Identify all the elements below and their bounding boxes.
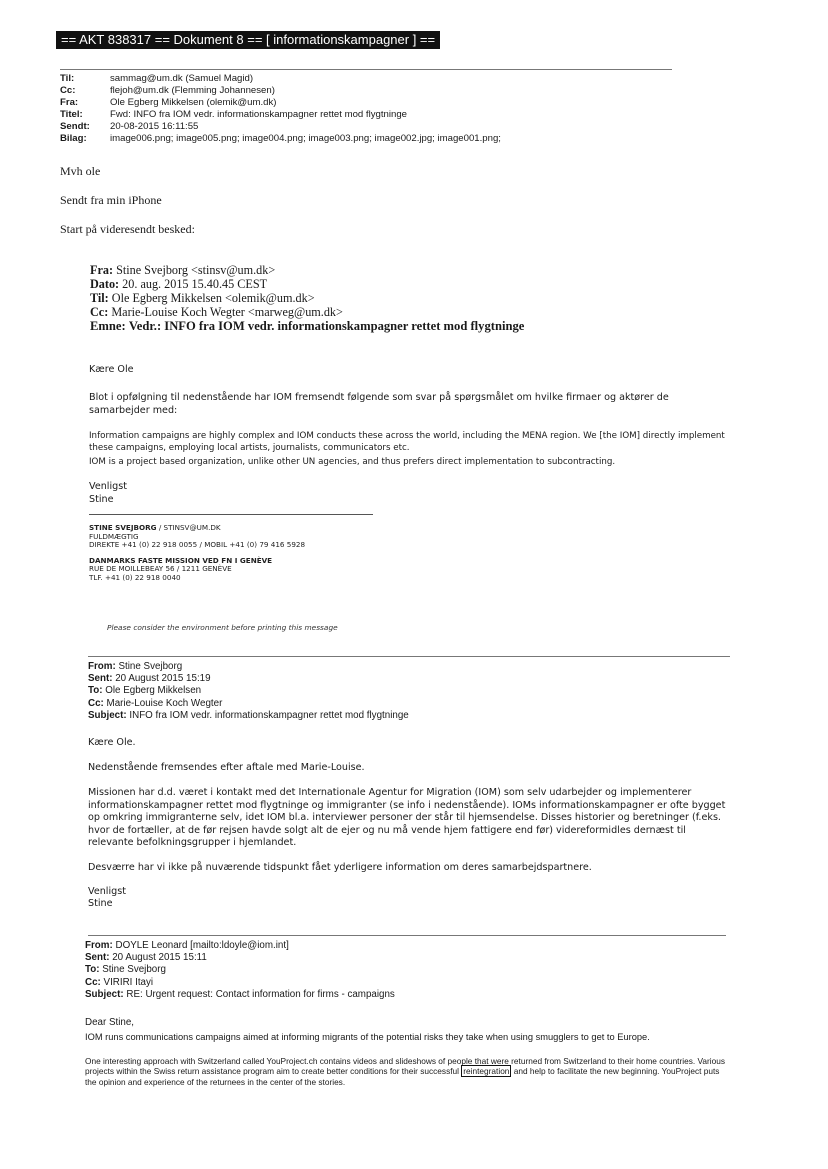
- mail3-header: [88, 661, 409, 722]
- fwd-subject-row: [90, 319, 524, 333]
- fwd-subject-value: Vedr.: INFO fra IOM vedr. informationskampagner rettet mod flygtninge: [128, 319, 525, 333]
- m4-subject-value: RE: Urgent request: Contact information for firms - campaigns: [126, 988, 395, 1000]
- email-header: [60, 73, 501, 145]
- environment-note: Please consider the environment before printing this message: [107, 623, 338, 632]
- m3-subject-label: Subject:: [88, 709, 127, 721]
- fwd-subject-label: Emne:: [90, 319, 126, 333]
- sig-address: RUE DE MOILLEBEAY 56 / 1211 GENÈVE: [89, 564, 232, 574]
- m3-cc-label: Cc:: [88, 697, 104, 709]
- mail4-paragraph-1: IOM runs communications campaigns aimed at informing migrants of the potential risks they take when using smugglers to get to Europe.: [85, 1032, 650, 1042]
- mail3-paragraph-2: Missionen har d.d. været i kontakt med det Internationale Agentur for Migration (IOM) som selv udarbejder og implementerer informationskampagner rettet mod flygtninge og immigranter (se info i nedenstående). IOMs informationskampagner er ofte bygget op omkring immigranterne selv, idet IOM bl.a. interviewer personer der står til hjemsendelse. Disses historier og beretninger (f.eks. hvor de fortæller, at de før rejsen havde solgt alt de ejer og nu må vende hjem fattigere end før) videreformidles dernæst til relevante befolkningsgrupper i hjemlandet.: [88, 787, 726, 848]
- mail4-header: [85, 940, 395, 1001]
- to-value: sammag@um.dk (Samuel Magid): [110, 73, 254, 84]
- mail3-greeting: Kære Ole.: [88, 737, 136, 748]
- document-banner: == AKT 838317 == Dokument 8 == [ informationskampagner ] ==: [56, 31, 440, 49]
- mail4-paragraph-2: [85, 1056, 725, 1087]
- from-label: Fra:: [60, 97, 79, 108]
- m3-to-value: Ole Egberg Mikkelsen: [105, 685, 202, 697]
- mail3-sign-1: Venligst: [88, 886, 126, 897]
- mail4-divider: [88, 935, 726, 936]
- intro-line-3: Start på videresendt besked:: [60, 222, 195, 236]
- mail2-paragraph-2b: IOM is a project based organization, unlike other UN agencies, and thus prefers direct implementation to subcontracting.: [89, 457, 616, 467]
- m4-cc-value: VIRIRI Itayi: [103, 976, 154, 988]
- m3-sent-label: Sent:: [88, 673, 113, 685]
- mail3-divider: [88, 656, 730, 657]
- intro-line-1: Mvh ole: [60, 164, 101, 178]
- mail2-sign-2: Stine: [89, 494, 114, 505]
- header-to-row: [60, 73, 501, 85]
- cc-value: flejoh@um.dk (Flemming Johannesen): [110, 85, 275, 96]
- m3-cc-value: Marie-Louise Koch Wegter: [106, 697, 223, 709]
- fwd-from-value: Stine Svejborg <stinsv@um.dk>: [116, 263, 276, 277]
- m4-from-label: From:: [85, 940, 113, 951]
- m3-from-label: From:: [88, 661, 116, 672]
- header-title-row: [60, 109, 501, 121]
- fwd-cc-label: Cc:: [90, 305, 109, 319]
- attach-label: Bilag:: [60, 133, 87, 144]
- fwd-from-row: [90, 263, 524, 277]
- signature-divider: [89, 514, 373, 515]
- m4-to-value: Stine Svejborg: [102, 964, 166, 976]
- header-attach-row: [60, 133, 501, 145]
- sig-name: STINE SVEJBORG: [89, 523, 157, 532]
- fwd-to-row: [90, 291, 524, 305]
- intro-line-2: Sendt fra min iPhone: [60, 193, 162, 207]
- fwd-cc-row: [90, 305, 524, 319]
- mail3-paragraph-1: Nedenstående fremsendes efter aftale med Marie-Louise.: [88, 762, 365, 773]
- m3-from-value: Stine Svejborg: [118, 661, 183, 672]
- m3-to-label: To:: [88, 685, 103, 697]
- mail3-paragraph-3: Desværre har vi ikke på nuværende tidspunkt fået yderligere information om deres samarbejdspartnere.: [88, 862, 592, 873]
- forward-header: [90, 263, 524, 333]
- m4-subject-label: Subject:: [85, 988, 124, 1000]
- m3-sent-value: 20 August 2015 15:19: [115, 673, 211, 685]
- sent-label: Sendt:: [60, 121, 90, 132]
- fwd-from-label: Fra:: [90, 263, 114, 277]
- sig-org: DANMARKS FASTE MISSION VED FN I GENÈVE: [89, 555, 273, 565]
- m4-cc-label: Cc:: [85, 976, 101, 988]
- fwd-to-label: Til:: [90, 291, 109, 305]
- sig-phones: DIREKTE +41 (0) 22 918 0055 / MOBIL +41 (0) 79 416 5928: [89, 540, 306, 550]
- fwd-date-value: 20. aug. 2015 15.40.45 CEST: [122, 277, 268, 291]
- m4-from-value: DOYLE Leonard [mailto:ldoyle@iom.int]: [115, 940, 289, 951]
- mail3-sign-2: Stine: [88, 898, 113, 909]
- m4-to-label: To:: [85, 964, 100, 976]
- sig-tel: TLF. +41 (0) 22 918 0040: [89, 572, 181, 582]
- m4-p2-post: and help to facilitate the new beginning. YouProject puts the opinion and experience of the returnees in the center of the stories.: [85, 1066, 720, 1087]
- fwd-date-label: Dato:: [90, 277, 120, 291]
- signature-block: [89, 524, 305, 583]
- m4-sent-value: 20 August 2015 15:11: [112, 952, 207, 964]
- fwd-cc-value: Marie-Louise Koch Wegter <marweg@um.dk>: [111, 305, 343, 319]
- header-from-row: [60, 97, 501, 109]
- mail2-paragraph-1: Blot i opfølgning til nedenstående har IOM fremsendt følgende som svar på spørgsmålet om hvilke firmaer og aktører de samarbejder med:: [89, 392, 669, 416]
- mail2-paragraph-2a: Information campaigns are highly complex and IOM conducts these across the world, including the MENA region. We [the IOM] directly implement these campaigns, employing local artists, journalists, communicators etc.: [89, 431, 725, 453]
- fwd-to-value: Ole Egberg Mikkelsen <olemik@um.dk>: [111, 291, 315, 305]
- header-sent-row: [60, 121, 501, 133]
- mail4-greeting: Dear Stine,: [85, 1017, 135, 1028]
- header-cc-row: [60, 85, 501, 97]
- cc-label: Cc:: [60, 85, 76, 96]
- fwd-date-row: [90, 277, 524, 291]
- attach-value: image006.png; image005.png; image004.png; image003.png; image002.jpg; image001.png;: [110, 133, 501, 144]
- m3-subject-value: INFO fra IOM vedr. informationskampagner rettet mod flygtninge: [129, 709, 409, 721]
- mail2-sign-1: Venligst: [89, 481, 127, 492]
- title-label: Titel:: [60, 109, 83, 120]
- to-label: Til:: [60, 73, 75, 84]
- header-divider: [60, 69, 672, 70]
- m4-p2-pre: One interesting approach with Switzerland called YouProject.ch contains videos and slideshows of people that were returned from Switzerland to their home countries. Various projects within the Swiss return assistance program aim to create better conditions for their successful: [85, 1056, 725, 1077]
- from-value: Ole Egberg Mikkelsen (olemik@um.dk): [110, 97, 277, 108]
- title-value: Fwd: INFO fra IOM vedr. informationskampagner rettet mod flygtninge: [110, 109, 407, 120]
- sig-email: / STINSV@UM.DK: [156, 523, 221, 532]
- mail2-greeting: Kære Ole: [89, 364, 134, 375]
- reintegration-highlight: reintegration: [463, 1066, 510, 1077]
- sig-role: FULDMÆGTIG: [89, 531, 139, 541]
- sent-value: 20-08-2015 16:11:55: [110, 121, 199, 132]
- m4-sent-label: Sent:: [85, 952, 110, 964]
